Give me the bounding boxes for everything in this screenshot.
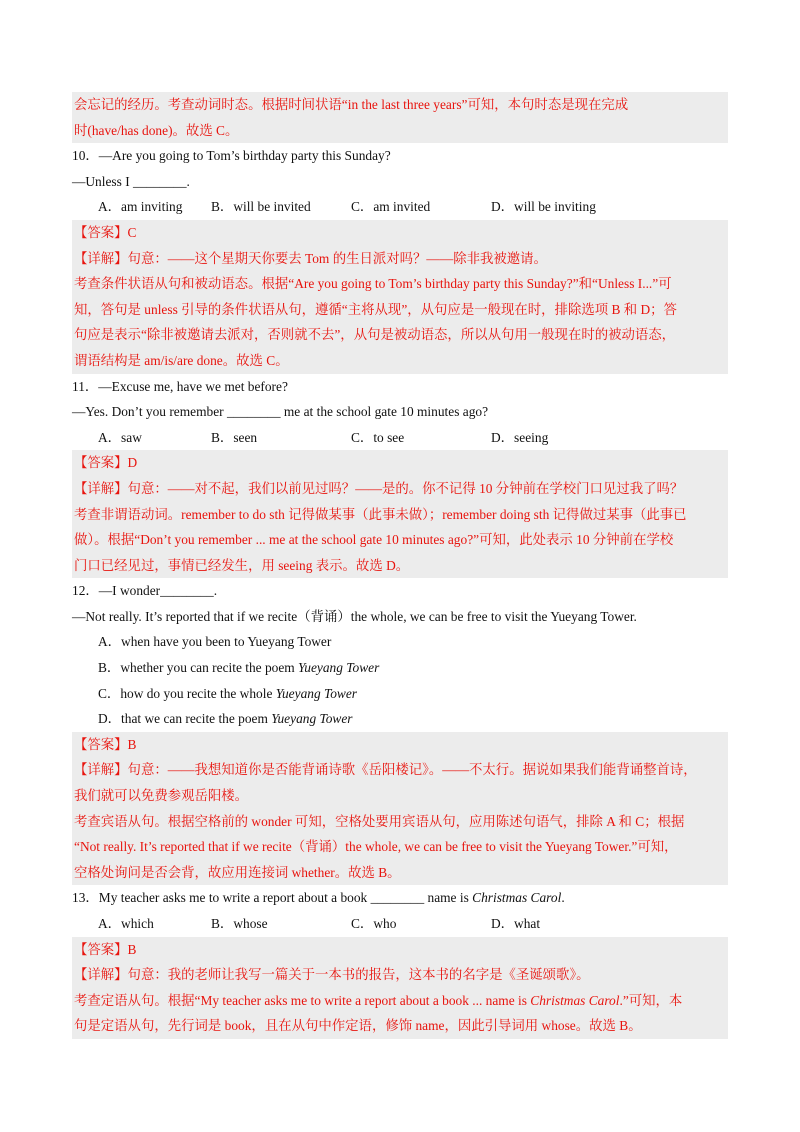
explanation-line: 考查宾语从句。根据空格前的 wonder 可知，空格处要用宾语从句，应用陈述句语气，排除 A 和 C；根据 bbox=[74, 813, 685, 829]
option-b: B．whose bbox=[211, 916, 268, 931]
option-title: Yueyang Tower bbox=[275, 685, 357, 701]
carryover-explanation bbox=[72, 92, 728, 143]
answer-block bbox=[72, 732, 728, 886]
answer-label: 【答案】B bbox=[74, 736, 137, 752]
explanation-line: 知，答句是 unless 引导的条件状语从句，遵循“主将从现”，从句应是一般现在时，排除选项 B 和 D；答 bbox=[74, 301, 677, 317]
stem-text: . bbox=[561, 890, 565, 906]
option-text: C．how do you recite the whole bbox=[98, 685, 276, 701]
option-b: B．will be invited bbox=[211, 199, 311, 215]
option-d: D．will be inviting bbox=[491, 199, 596, 215]
option-text: A．when have you been to Yueyang Tower bbox=[98, 634, 332, 650]
explanation-line: 会忘记的经历。考查动词时态。根据时间状语“in the last three years”可知，本句时态是现在完成 bbox=[74, 97, 629, 112]
document-page bbox=[72, 92, 728, 1039]
option-d bbox=[72, 706, 728, 732]
option-d: D．what bbox=[491, 916, 541, 931]
explanation-line: 做）。根据“Don’t you remember ... me at the school gate 10 minutes ago?”可知，此处表示 10 分钟前在学校 bbox=[74, 532, 674, 548]
answer-block bbox=[72, 937, 728, 1039]
explanation-line: 空格处询问是否会背，故应用连接词 whether。故选 B。 bbox=[74, 864, 401, 880]
explanation-line: 【详解】句意：——这个星期天你要去 Tom 的生日派对吗？——除非我被邀请。 bbox=[74, 250, 547, 266]
option-a bbox=[72, 629, 728, 655]
option-text: B．whether you can recite the poem bbox=[98, 660, 299, 676]
option-b: B．seen bbox=[211, 429, 258, 445]
option-d: D．seeing bbox=[491, 429, 549, 445]
explanation-line: “Not really. It’s reported that if we recite（背诵）the whole, we can be free to visit the Yueyang Tower.”可知， bbox=[74, 839, 678, 855]
question-13 bbox=[72, 885, 728, 1039]
explanation-line: 谓语结构是 am/is/are done。故选 C。 bbox=[74, 352, 289, 368]
answer-label: 【答案】B bbox=[74, 941, 137, 957]
explanation-line: 句是定语从句，先行词是 book，且在从句中作定语，修饰 name，因此引导词用 whose。故选 B。 bbox=[74, 1018, 642, 1034]
question-11 bbox=[72, 374, 728, 579]
answer-block bbox=[72, 450, 728, 578]
answer-label: 【答案】D bbox=[74, 455, 138, 471]
question-stem: 10．—Are you going to Tom’s birthday party this Sunday? bbox=[72, 148, 391, 164]
explanation-line: 句应是表示“除非被邀请去派对，否则就不去”，从句是被动语态，所以从句用一般现在时的被动语态， bbox=[74, 327, 676, 343]
options-row bbox=[72, 425, 728, 451]
question-stem bbox=[72, 885, 728, 911]
explanation-line: 【详解】句意：——我想知道你是否能背诵诗歌《岳阳楼记》。——不太行。据说如果我们能背诵整首诗， bbox=[74, 762, 697, 778]
option-a: A．am inviting bbox=[98, 199, 183, 215]
question-stem: 11．—Excuse me, have we met before? bbox=[72, 378, 288, 394]
option-a: A．which bbox=[98, 916, 154, 931]
option-c: C．am invited bbox=[351, 199, 431, 215]
stem-text: 13．My teacher asks me to write a report about a book ________ name is bbox=[72, 890, 473, 906]
options-row bbox=[72, 194, 728, 220]
option-c bbox=[72, 681, 728, 707]
explanation-line: 考查非谓语动词。remember to do sth 记得做某事（此事未做）；remember doing sth 记得做过某事（此事已 bbox=[74, 506, 687, 522]
option-b bbox=[72, 655, 728, 681]
explanation-title: Christmas Carol bbox=[530, 992, 620, 1008]
option-a: A．saw bbox=[98, 429, 142, 445]
explanation-line: 【详解】句意：——对不起，我们以前见过吗？——是的。你不记得 10 分钟前在学校门口见过我了吗？ bbox=[74, 480, 684, 496]
option-c: C．who bbox=[351, 916, 397, 931]
option-title: Yueyang Tower bbox=[298, 660, 380, 676]
question-stem-reply: —Not really. It’s reported that if we recite（背诵）the whole, we can be free to visit the Yueyang Tower. bbox=[72, 608, 637, 624]
explanation-line: 我们就可以免费参观岳阳楼。 bbox=[74, 788, 249, 804]
question-stem-reply: —Yes. Don’t you remember ________ me at the school gate 10 minutes ago? bbox=[72, 404, 489, 420]
stem-title: Christmas Carol bbox=[472, 890, 562, 906]
explanation-text: .”可知，本 bbox=[619, 992, 683, 1008]
explanation-line: 【详解】句意：我的老师让我写一篇关于一本书的报告，这本书的名字是《圣诞颂歌》。 bbox=[74, 967, 590, 983]
option-text: D．that we can recite the poem bbox=[98, 711, 272, 727]
answer-block bbox=[72, 220, 728, 374]
explanation-text: 考查定语从句。根据“My teacher asks me to write a report about a book ... name is bbox=[74, 992, 531, 1008]
question-12 bbox=[72, 578, 728, 885]
question-stem: 12．—I wonder________. bbox=[72, 583, 218, 599]
option-c: C．to see bbox=[351, 429, 405, 445]
question-stem-reply: —Unless I ________. bbox=[72, 173, 190, 189]
explanation-line bbox=[74, 988, 726, 1014]
question-10 bbox=[72, 143, 728, 373]
explanation-line: 时(have/has done)。故选 C。 bbox=[74, 122, 239, 138]
options-row bbox=[72, 911, 728, 937]
explanation-line: 门口已经见过，事情已经发生，用 seeing 表示。故选 D。 bbox=[74, 557, 410, 573]
explanation-line: 考查条件状语从句和被动语态。根据“Are you going to Tom’s birthday party this Sunday?”和“Unless I...”可 bbox=[74, 276, 672, 292]
answer-label: 【答案】C bbox=[74, 224, 137, 240]
option-title: Yueyang Tower bbox=[271, 711, 353, 727]
